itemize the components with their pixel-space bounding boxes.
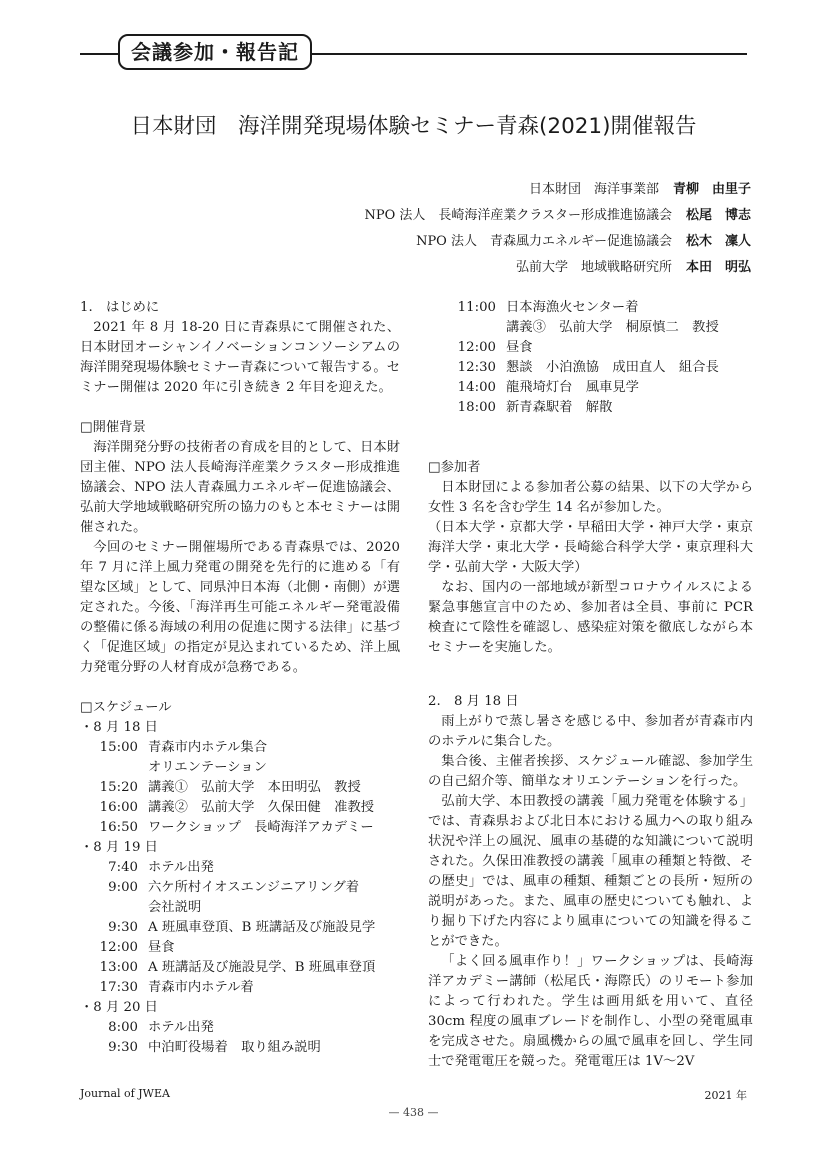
schedule-event: ホテル出発 [148, 1020, 214, 1035]
right-column [428, 298, 753, 1072]
page-number: — 438 — [388, 1106, 439, 1119]
author-name: 松木 凜人 [685, 234, 751, 249]
schedule-day: ・8 月 19 日 [80, 840, 158, 855]
schedule-item [428, 398, 753, 418]
left-column [80, 298, 400, 1058]
section-heading-aug18: 2. 8 月 18 日 [428, 694, 519, 709]
author-list [364, 177, 751, 281]
schedule-event: 日本海漁火センター着 [506, 300, 639, 315]
schedule-time: 15:20 [99, 780, 138, 795]
schedule-event: A 班講話及び施設見学、B 班風車登頂 [148, 960, 376, 975]
schedule-time: 15:00 [99, 740, 138, 755]
aug18-paragraph: 雨上がりで蒸し暑さを感じる中、参加者が青森市内のホテルに集合した。 [428, 714, 753, 749]
schedule-event: 龍飛埼灯台 風車見学 [506, 380, 639, 395]
schedule-item [80, 978, 400, 998]
schedule-time [428, 318, 496, 338]
schedule-item [80, 938, 400, 958]
author-affiliation: NPO 法人 青森風力エネルギー促進協議会 [416, 234, 672, 249]
participants-universities: （日本大学・京都大学・早稲田大学・神戸大学・東京海洋大学・東北大学・長崎総合科学大学・東京理科大学・弘前大学・大阪大学） [428, 520, 753, 575]
schedule-item [80, 958, 400, 978]
schedule-event: オリエンテーション [148, 760, 267, 775]
author-name: 本田 明弘 [685, 260, 751, 275]
schedule-time: 16:50 [99, 820, 138, 835]
schedule-item [80, 918, 400, 938]
author-affiliation: 日本財団 海洋事業部 [528, 182, 659, 197]
schedule-time: 17:30 [99, 980, 138, 995]
background-paragraph: 今回のセミナー開催場所である青森県では、2020 年 7 月に洋上風力発電の開発を先行的に進める「有望な区域」として、同県沖日本海（北側・南側）が選定された。今後、「海洋再生可能エネルギー発電設備の整備に係る海域の利用の促進に関する法律」に基づく「促進区域」の指定が見込まれているため、洋上風力発電分野の人材育成が急務である。 [80, 540, 400, 675]
schedule-item [428, 338, 753, 358]
schedule-time [80, 758, 138, 778]
schedule-event: ワークショップ 長崎海洋アカデミー [148, 820, 374, 835]
intro-paragraph: 2021 年 8 月 18-20 日に青森県にて開催された、日本財団オーシャンイノベーションコンソーシアムの海洋開発現場体験セミナー青森について報告する。セミナー開催は 2020 年に引き続き 2 年目を迎えた。 [80, 320, 400, 395]
schedule-time: 11:00 [457, 300, 496, 315]
header-rule-left [80, 53, 120, 55]
schedule-item [80, 858, 400, 878]
schedule-time: 18:00 [457, 400, 496, 415]
participants-paragraph: なお、国内の一部地域が新型コロナウイルスによる緊急事態宣言中のため、参加者は全員、事前に PCR 検査にて陰性を確認し、感染症対策を徹底しながら本セミナーを実施した。 [428, 580, 753, 655]
schedule-item [428, 358, 753, 378]
schedule-event: 青森市内ホテル集合 [148, 740, 268, 755]
schedule-event: 講義① 弘前大学 本田明弘 教授 [148, 780, 361, 795]
schedule-time: 16:00 [99, 800, 138, 815]
author-name: 青柳 由里子 [672, 182, 751, 197]
schedule-day: ・8 月 18 日 [80, 720, 158, 735]
schedule-event: 六ケ所村イオスエンジニアリング着 [148, 880, 360, 895]
schedule-time: 12:00 [99, 940, 138, 955]
schedule-time: 12:30 [457, 360, 496, 375]
schedule-event: 中泊町役場着 取り組み説明 [148, 1040, 321, 1055]
author-line [364, 255, 751, 281]
schedule-item [80, 1018, 400, 1038]
schedule-event: A 班風車登頂、B 班講話及び施設見学 [148, 920, 376, 935]
schedule-time [80, 898, 138, 918]
footer-journal: Journal of JWEA [80, 1087, 170, 1100]
page-title: 日本財団 海洋開発現場体験セミナー青森(2021)開催報告 [130, 114, 697, 139]
schedule-item [428, 378, 753, 398]
author-name: 松尾 博志 [685, 208, 751, 223]
section-heading-background: □開催背景 [80, 420, 146, 435]
aug18-paragraph: 「よく回る風車作り！」ワークショップは、長崎海洋アカデミー講師（松尾氏・海際氏）のリモート参加によって行われた。学生は画用紙を用いて、直径 30cm 程度の風車ブレードを制作し、小型の発電風車を完成させた。扇風機からの風で風車を回し、学生同士で発電電圧を競った。発電電圧は 1V〜2V [428, 954, 753, 1069]
schedule-item [80, 878, 400, 898]
schedule-item [80, 758, 400, 778]
schedule-time: 9:30 [108, 1040, 138, 1055]
schedule-event: 新青森駅着 解散 [506, 400, 613, 415]
schedule-event: 講義② 弘前大学 久保田健 准教授 [148, 800, 375, 815]
schedule-time: 9:00 [108, 880, 138, 895]
background-paragraph: 海洋開発分野の技術者の育成を目的として、日本財団主催、NPO 法人長崎海洋産業クラスター形成推進協議会、NPO 法人青森風力エネルギー促進協議会、弘前大学地域戦略研究所の協力のもと本セミナーは開催された。 [80, 440, 400, 535]
section-heading-participants: □参加者 [428, 460, 481, 475]
schedule-item [80, 1038, 400, 1058]
schedule-time: 7:40 [108, 860, 138, 875]
header-rule-right [310, 53, 747, 55]
schedule-item [428, 318, 753, 338]
schedule-time: 14:00 [457, 380, 496, 395]
schedule-time: 8:00 [108, 1020, 138, 1035]
schedule-time: 9:30 [108, 920, 138, 935]
author-line [364, 229, 751, 255]
section-heading-schedule: □スケジュール [80, 700, 172, 715]
aug18-paragraph: 集合後、主催者挨拶、スケジュール確認、参加学生の自己紹介等、簡単なオリエンテーションを行った。 [428, 754, 753, 789]
schedule-day: ・8 月 20 日 [80, 1000, 158, 1015]
footer-year: 2021 年 [704, 1089, 747, 1102]
author-line [364, 203, 751, 229]
category-tag: 会議参加・報告記 [118, 34, 312, 70]
schedule-event: 会社説明 [148, 900, 202, 915]
schedule-item [80, 898, 400, 918]
schedule-time: 13:00 [99, 960, 138, 975]
schedule-item [428, 298, 753, 318]
schedule-event: ホテル出発 [148, 860, 214, 875]
author-line [364, 177, 751, 203]
schedule-item [80, 778, 400, 798]
participants-paragraph: 日本財団による参加者公募の結果、以下の大学から女性 3 名を含む学生 14 名が参加した。 [428, 480, 753, 515]
schedule-event: 懇談 小泊漁協 成田直人 組合長 [506, 360, 719, 375]
schedule-event: 昼食 [148, 940, 175, 955]
schedule-item [80, 738, 400, 758]
author-affiliation: NPO 法人 長崎海洋産業クラスター形成推進協議会 [364, 208, 672, 223]
aug18-paragraph: 弘前大学、本田教授の講義「風力発電を体験する」では、青森県および北日本における風力への取り組み状況や洋上の風況、風車の基礎的な知識について説明された。久保田准教授の講義「風車の種類と特徴、その歴史」では、風車の種類、種類ごとの長所・短所の説明があった。また、風車の歴史についても触れ、より掘り下げた内容により風車についての知識を得ることができた。 [428, 794, 753, 949]
schedule-item [80, 818, 400, 838]
author-affiliation: 弘前大学 地域戦略研究所 [515, 260, 672, 275]
schedule-item [80, 798, 400, 818]
schedule-event: 昼食 [506, 340, 533, 355]
schedule-event: 講義③ 弘前大学 桐原慎二 教授 [506, 320, 719, 335]
schedule-event: 青森市内ホテル着 [148, 980, 254, 995]
schedule-time: 12:00 [457, 340, 496, 355]
section-heading-intro: 1. はじめに [80, 300, 160, 315]
